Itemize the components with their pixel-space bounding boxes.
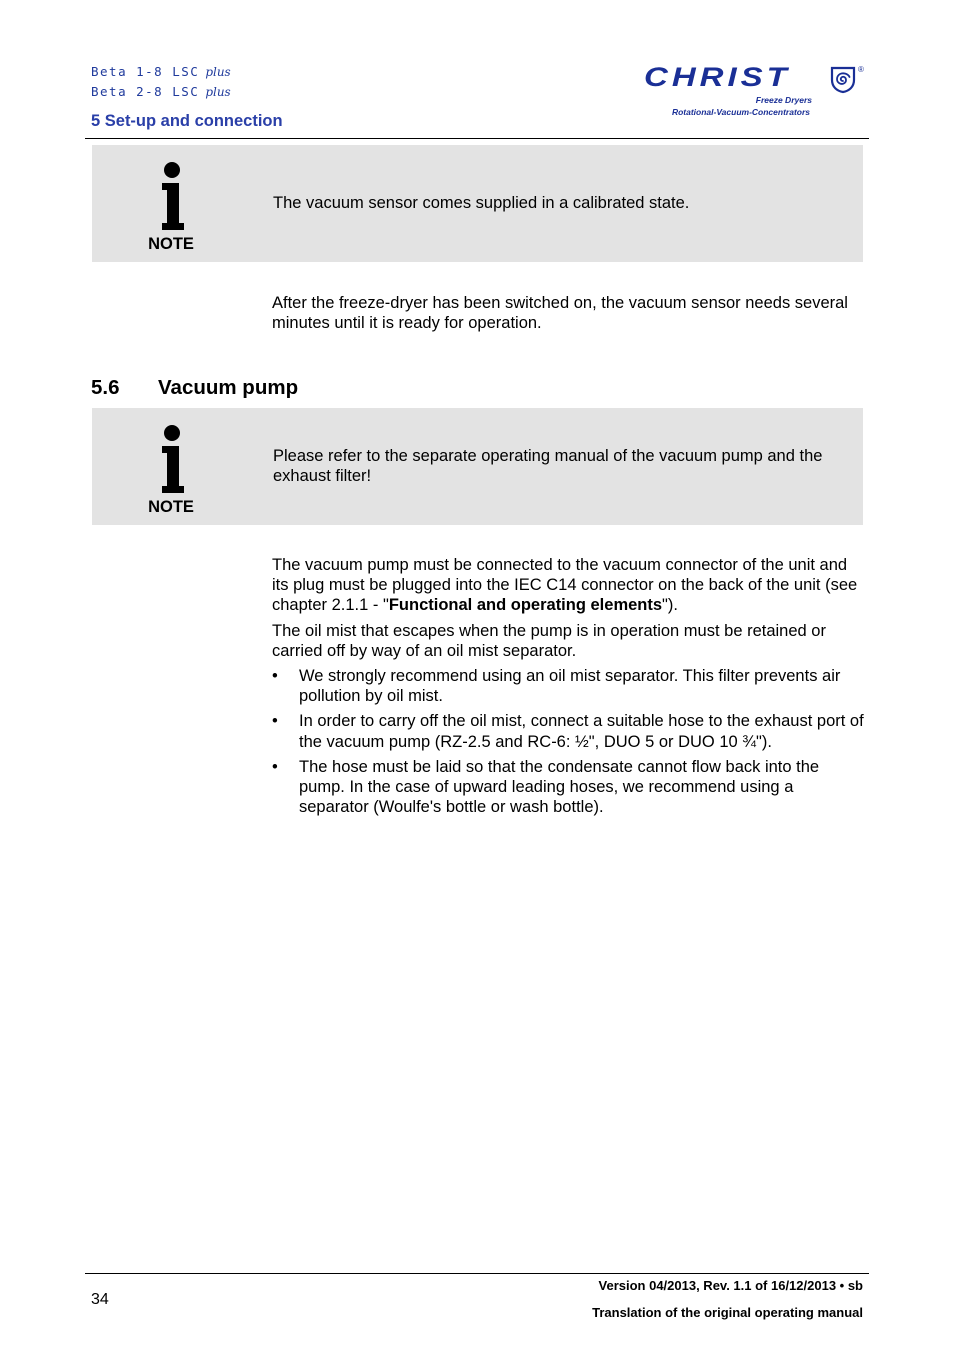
product-model: Beta 1-8 LSC (91, 64, 200, 79)
list-item (272, 711, 867, 751)
bullet-dot: • (272, 757, 278, 776)
chapter-reference: Functional and operating elements (388, 596, 663, 615)
bullet-dot: • (272, 667, 278, 685)
header-section-title: 5 Set-up and connection (91, 112, 283, 130)
note-text: The vacuum sensor comes supplied in a calibrated state. (273, 194, 690, 212)
info-i-icon (132, 161, 212, 231)
note-text: Please refer to the separate operating manual of the vacuum pump and the exhaust filter! (273, 447, 823, 485)
section-title: Vacuum pump (158, 376, 299, 399)
list-item-text: We strongly recommend using an oil mist separator. This filter prevents air pollution by oil mist. (299, 667, 841, 706)
registered-mark: ® (858, 65, 864, 74)
info-i-icon (132, 424, 212, 494)
list-item-text: In order to carry off the oil mist, connect a suitable hose to the exhaust port of the vacuum pump (RZ-2.5 and RC-6: ½", DUO 5 or DUO 10 ¾"). (299, 712, 864, 751)
list-item (272, 666, 867, 706)
footer-divider (85, 1273, 869, 1274)
text-run: The vacuum pump must be connected to the vacuum connector of the unit and its plug must be plugged into the IEC C14 connector on the back of the unit (see chapter 2.1.1 - " (272, 556, 858, 615)
product-model: Beta 2-8 LSC (91, 84, 200, 99)
note-box-2 (92, 408, 863, 525)
section-heading (91, 376, 298, 400)
logo-tagline-1: Freeze Dryers (755, 95, 812, 105)
product-suffix: plus (205, 65, 231, 79)
note-label: NOTE (148, 235, 194, 253)
product-suffix: plus (205, 85, 231, 99)
footer-translation: Translation of the original operating manual (592, 1305, 863, 1320)
logo (0, 0, 954, 130)
note-box-1 (92, 145, 863, 262)
text-run: "). (662, 596, 678, 615)
logo-wordmark: CHRIST (644, 62, 791, 92)
spiral-shield-icon (830, 66, 856, 94)
page-number: 34 (91, 1291, 109, 1308)
bullet-dot: • (272, 712, 278, 731)
paragraph-oil-mist: The oil mist that escapes when the pump is in operation must be retained or carried off by way of an oil mist separator. (272, 622, 826, 661)
footer-version: Version 04/2013, Rev. 1.1 of 16/12/2013 • sb (598, 1278, 863, 1293)
note-label: NOTE (148, 498, 194, 516)
header-divider (85, 138, 869, 139)
list-item-text: The hose must be laid so that the condensate cannot flow back into the pump. In the case of upward leading hoses, we recommend using a separator (Woulfe's bottle or wash bottle). (299, 757, 820, 817)
list-item (272, 757, 867, 818)
section-number: 5.6 (91, 376, 120, 399)
bullet-list (272, 666, 867, 822)
logo-tagline-2: Rotational-Vacuum-Concentrators (671, 107, 810, 117)
paragraph-sensor-warmup: After the freeze-dryer has been switched on, the vacuum sensor needs several minutes until it is ready for operation. (272, 294, 848, 333)
paragraph-pump-connection (272, 555, 867, 616)
